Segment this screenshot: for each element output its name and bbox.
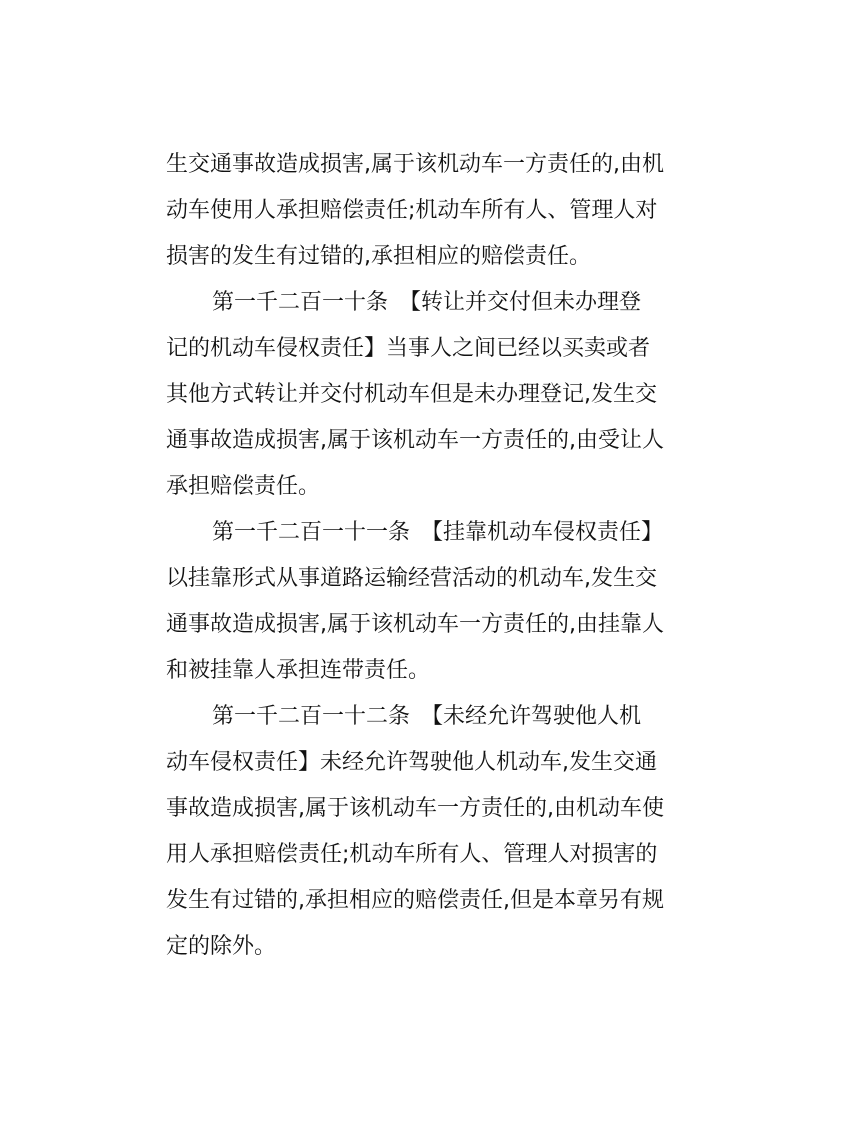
text-line: 以挂靠形式从事道路运输经营活动的机动车,发生交	[166, 566, 657, 591]
text-line: 记的机动车侵权责任】当事人之间已经以买卖或者	[166, 336, 651, 361]
document-body	[166, 142, 726, 970]
text-line: 动车使用人承担赔偿责任;机动车所有人、管理人对	[166, 198, 658, 223]
text-line: 发生有过错的,承担相应的赔偿责任,但是本章另有规	[166, 888, 664, 913]
article-1210-heading: 第一千二百一十条 【转让并交付但未办理登	[212, 290, 642, 315]
text-line: 动车侵权责任】未经允许驾驶他人机动车,发生交通	[166, 750, 657, 775]
text-line: 通事故造成损害,属于该机动车一方责任的,由受让人	[166, 428, 664, 453]
text-line: 用人承担赔偿责任;机动车所有人、管理人对损害的	[166, 842, 658, 867]
article-1211-heading: 第一千二百一十一条 【挂靠机动车侵权责任】	[212, 520, 664, 545]
text-line: 承担赔偿责任。	[166, 474, 321, 499]
text-line: 损害的发生有过错的,承担相应的赔偿责任。	[166, 244, 591, 269]
text-line: 生交通事故造成损害,属于该机动车一方责任的,由机	[166, 152, 664, 177]
text-line: 和被挂靠人承担连带责任。	[166, 658, 431, 683]
text-line: 其他方式转让并交付机动车但是未办理登记,发生交	[166, 382, 657, 407]
text-line: 事故造成损害,属于该机动车一方责任的,由机动车使	[166, 796, 664, 821]
text-line: 通事故造成损害,属于该机动车一方责任的,由挂靠人	[166, 612, 664, 637]
article-1212-heading: 第一千二百一十二条 【未经允许驾驶他人机	[212, 704, 642, 729]
text-line: 定的除外。	[166, 934, 277, 959]
